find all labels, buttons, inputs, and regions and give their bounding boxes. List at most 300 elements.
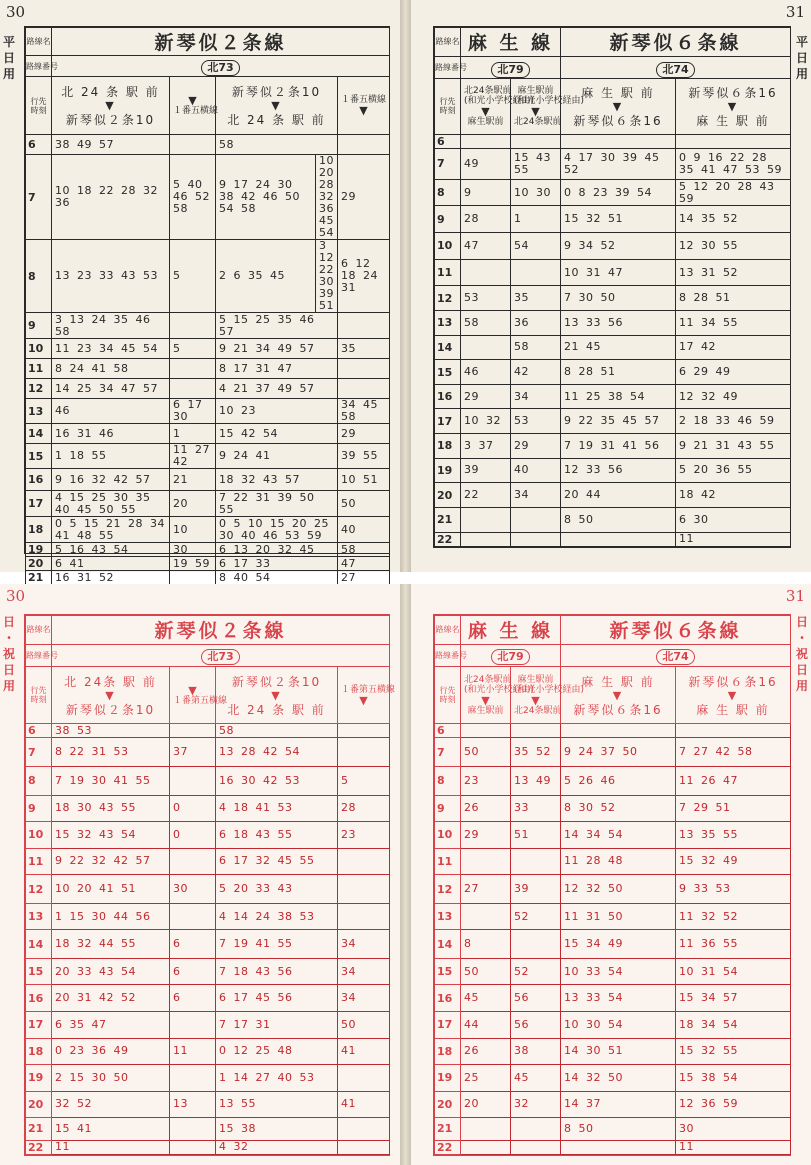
minutes-cell xyxy=(338,1140,390,1154)
table-row xyxy=(26,1038,390,1065)
minutes-cell: 20 44 xyxy=(561,483,676,508)
minutes-cell: 1 14 27 40 53 xyxy=(216,1065,338,1092)
hour-cell: 14 xyxy=(26,930,52,959)
hour-cell: 15 xyxy=(435,360,461,385)
minutes-cell: 18 32 43 57 xyxy=(216,469,338,491)
minutes-cell: 15 38 xyxy=(216,1118,338,1140)
minutes-cell: 5 xyxy=(170,240,216,313)
minutes-cell xyxy=(461,532,511,547)
minutes-cell: 16 30 42 53 xyxy=(216,767,338,796)
hour-cell: 20 xyxy=(26,557,52,571)
side-label-char: 日 xyxy=(795,663,808,677)
hour-cell: 20 xyxy=(26,1091,52,1118)
page-number: 31 xyxy=(785,587,805,605)
weekday-page-30 xyxy=(0,0,400,584)
direction-from: 北24条駅前 xyxy=(464,674,512,685)
minutes-cell: 11 32 52 xyxy=(676,903,791,930)
minutes-cell xyxy=(338,313,390,339)
direction-1 xyxy=(461,79,535,134)
hour-cell: 20 xyxy=(435,1091,461,1118)
minutes-cell: 11 xyxy=(170,1038,216,1065)
table-row xyxy=(435,134,791,148)
minutes-cell: 0 xyxy=(170,795,216,822)
dest-label: 行先 xyxy=(30,96,47,106)
hour-cell: 6 xyxy=(26,135,52,155)
minutes-cell: 11 26 47 xyxy=(676,767,791,796)
dest-hour-label xyxy=(26,667,52,724)
hour-cell: 19 xyxy=(26,543,52,557)
minutes-cell: 25 xyxy=(461,1065,511,1092)
direction-via: (和光小学校経由) xyxy=(514,684,585,695)
hour-cell: 8 xyxy=(26,240,52,313)
timetable-grid xyxy=(25,27,390,599)
table-row xyxy=(435,1118,791,1140)
route-badge-a: 北79 xyxy=(491,62,529,78)
hour-cell: 13 xyxy=(435,311,461,336)
minutes-cell: 35 xyxy=(338,339,390,359)
hour-cell: 12 xyxy=(435,286,461,311)
minutes-cell: 40 xyxy=(511,458,561,483)
minutes-cell: 39 xyxy=(461,458,511,483)
minutes-cell: 22 xyxy=(461,483,511,508)
minutes-cell xyxy=(461,134,511,148)
minutes-cell: 2 15 30 50 xyxy=(52,1065,170,1092)
minutes-cell: 58 xyxy=(216,724,338,738)
minutes-cell: 8 40 54 xyxy=(216,571,338,585)
route-title-b: 新琴似６条線 xyxy=(561,616,791,645)
route-number-label: 路線番号 xyxy=(435,56,461,79)
minutes-cell: 1 xyxy=(511,206,561,233)
minutes-cell: 10 51 xyxy=(338,469,390,491)
minutes-cell xyxy=(170,359,216,379)
minutes-cell xyxy=(170,767,216,796)
arrow-down-icon: ▼ xyxy=(727,99,739,113)
table-row xyxy=(435,179,791,206)
minutes-cell: 0 23 36 49 xyxy=(52,1038,170,1065)
minutes-cell: 0 8 23 39 54 xyxy=(561,179,676,206)
minutes-cell: 4 17 30 39 45 52 xyxy=(561,149,676,180)
hour-cell: 8 xyxy=(435,767,461,796)
minutes-cell: 6 17 30 xyxy=(170,399,216,424)
minutes-cell: 15 38 54 xyxy=(676,1065,791,1092)
minutes-cell: 5 16 43 54 xyxy=(52,543,170,557)
hour-cell: 11 xyxy=(435,259,461,286)
hour-cell: 12 xyxy=(26,875,52,904)
minutes-cell: 45 xyxy=(461,985,511,1012)
hour-cell: 11 xyxy=(26,359,52,379)
minutes-cell xyxy=(676,134,791,148)
direction-4 xyxy=(676,79,791,134)
minutes-cell: 8 28 51 xyxy=(561,360,676,385)
route-number-label: 路線番号 xyxy=(26,644,52,666)
hour-cell: 7 xyxy=(435,149,461,180)
minutes-cell: 11 25 38 54 xyxy=(561,384,676,409)
minutes-cell: 7 22 31 39 50 55 xyxy=(216,491,338,517)
hour-cell: 18 xyxy=(435,434,461,459)
hour-cell: 6 xyxy=(435,134,461,148)
table-row xyxy=(435,507,791,532)
hour-cell: 17 xyxy=(435,1011,461,1038)
table-row xyxy=(26,571,390,585)
minutes-cell xyxy=(511,848,561,875)
minutes-cell: 7 19 31 41 56 xyxy=(561,434,676,459)
route-title-a: 麻 生 線 xyxy=(461,28,561,57)
table-row xyxy=(435,903,791,930)
table-row xyxy=(435,384,791,409)
minutes-cell xyxy=(461,335,511,360)
table-row xyxy=(26,903,390,930)
minutes-cell: 10 30 xyxy=(511,179,561,206)
hour-cell: 21 xyxy=(435,507,461,532)
minutes-cell: 7 27 42 58 xyxy=(676,738,791,767)
minutes-cell: 9 24 41 xyxy=(216,444,338,469)
minutes-cell: 15 43 55 xyxy=(511,149,561,180)
minutes-cell: 3 12 22 30 39 51 xyxy=(316,240,338,313)
side-label-char: 日 xyxy=(2,663,15,677)
minutes-cell: 5 40 46 52 58 xyxy=(170,155,216,240)
direction-to: 北 24 条 駅 前 xyxy=(227,113,326,127)
table-row xyxy=(435,206,791,233)
direction-4 xyxy=(338,667,396,724)
hour-cell: 16 xyxy=(26,985,52,1012)
minutes-cell: 52 xyxy=(511,903,561,930)
direction-3 xyxy=(561,79,676,134)
minutes-cell: 23 xyxy=(461,767,511,796)
minutes-cell: 10 31 47 xyxy=(561,259,676,286)
minutes-cell: 29 xyxy=(511,434,561,459)
minutes-cell: 11 23 34 45 54 xyxy=(52,339,170,359)
table-row xyxy=(26,359,390,379)
side-label-char: 用 xyxy=(2,679,15,693)
minutes-cell: 4 14 24 38 53 xyxy=(216,903,338,930)
direction-to: 麻生駅前 xyxy=(467,705,504,716)
minutes-cell: 14 37 xyxy=(561,1091,676,1118)
minutes-cell: 2 18 33 46 59 xyxy=(676,409,791,434)
minutes-cell: 7 18 43 56 xyxy=(216,958,338,985)
side-label-char: 用 xyxy=(795,67,808,81)
route-title-b: 新琴似６条線 xyxy=(561,28,791,57)
hour-label: 時刻 xyxy=(30,105,47,115)
hour-cell: 6 xyxy=(26,724,52,738)
minutes-cell xyxy=(338,1065,390,1092)
minutes-cell: 28 xyxy=(338,795,390,822)
minutes-cell: 2 6 35 45 xyxy=(216,240,316,313)
minutes-cell: 12 36 59 xyxy=(676,1091,791,1118)
minutes-cell: 13 55 xyxy=(216,1091,338,1118)
direction-3 xyxy=(216,667,338,724)
table-row xyxy=(435,335,791,360)
minutes-cell: 13 xyxy=(170,1091,216,1118)
minutes-cell: 20 xyxy=(170,491,216,517)
minutes-cell xyxy=(461,848,511,875)
minutes-cell: 15 41 xyxy=(52,1118,170,1140)
minutes-cell xyxy=(170,1118,216,1140)
hour-cell: 9 xyxy=(435,206,461,233)
table-row xyxy=(26,135,390,155)
minutes-cell: 13 23 33 43 53 xyxy=(52,240,170,313)
table-row xyxy=(26,339,390,359)
minutes-cell xyxy=(170,379,216,399)
minutes-cell: 4 18 41 53 xyxy=(216,795,338,822)
minutes-cell: 10 18 22 28 32 36 xyxy=(52,155,170,240)
holiday-page-31 xyxy=(411,584,811,1165)
direction-to: 新琴似２条10 xyxy=(65,702,156,717)
hour-cell: 15 xyxy=(26,958,52,985)
hour-cell: 8 xyxy=(26,767,52,796)
hour-cell: 17 xyxy=(26,491,52,517)
minutes-cell xyxy=(511,507,561,532)
minutes-cell: 6 xyxy=(170,958,216,985)
minutes-cell: 11 36 55 xyxy=(676,930,791,959)
direction-from: １番第五横線 xyxy=(341,684,396,695)
direction-from: 新琴似６条16 xyxy=(688,674,778,689)
table-row xyxy=(26,1065,390,1092)
direction-to: １番第五横線 xyxy=(173,695,228,706)
minutes-cell xyxy=(676,724,791,738)
hour-cell: 21 xyxy=(26,571,52,585)
hour-cell: 16 xyxy=(26,469,52,491)
hour-cell: 9 xyxy=(26,795,52,822)
table-row xyxy=(435,767,791,796)
minutes-cell xyxy=(561,724,676,738)
direction-1 xyxy=(461,667,535,724)
minutes-cell: 26 xyxy=(461,1038,511,1065)
route-name-label: 路線名 xyxy=(435,616,461,645)
page-number: 30 xyxy=(6,3,26,21)
minutes-cell: 9 24 37 50 xyxy=(561,738,676,767)
minutes-cell: 30 xyxy=(170,543,216,557)
route-badge-cell xyxy=(52,644,390,666)
minutes-cell: 8 22 31 53 xyxy=(52,738,170,767)
minutes-cell xyxy=(338,724,390,738)
hour-label: 時刻 xyxy=(439,695,456,705)
minutes-cell xyxy=(338,875,390,904)
minutes-cell: 10 xyxy=(170,517,216,543)
minutes-cell xyxy=(170,571,216,585)
minutes-cell xyxy=(511,259,561,286)
minutes-cell xyxy=(461,903,511,930)
table-row xyxy=(435,286,791,311)
hour-cell: 14 xyxy=(435,335,461,360)
dest-hour-label xyxy=(435,79,461,134)
minutes-cell: 18 30 43 55 xyxy=(52,795,170,822)
minutes-cell xyxy=(561,134,676,148)
minutes-cell: 6 18 43 55 xyxy=(216,822,338,849)
direction-from: 麻生駅前 xyxy=(517,674,554,685)
minutes-cell: 21 xyxy=(170,469,216,491)
minutes-cell xyxy=(511,930,561,959)
minutes-cell: 8 50 xyxy=(561,1118,676,1140)
arrow-down-icon: ▼ xyxy=(612,99,624,113)
weekday-page-31 xyxy=(411,0,811,572)
hour-cell: 9 xyxy=(26,313,52,339)
arrow-down-icon: ▼ xyxy=(359,693,368,707)
table-row xyxy=(26,469,390,491)
minutes-cell: 29 xyxy=(461,384,511,409)
table-row xyxy=(26,738,390,767)
route-badge-cell-b xyxy=(561,644,791,666)
side-label xyxy=(2,34,16,82)
hour-cell: 22 xyxy=(435,1140,461,1154)
minutes-cell: 32 xyxy=(511,1091,561,1118)
minutes-cell: 50 xyxy=(461,958,511,985)
table-row xyxy=(435,532,791,547)
hour-cell: 13 xyxy=(26,903,52,930)
minutes-cell xyxy=(338,903,390,930)
side-label-char: 日 xyxy=(795,615,808,629)
minutes-cell: 5 xyxy=(170,339,216,359)
table-row xyxy=(26,875,390,904)
hour-cell: 21 xyxy=(26,1118,52,1140)
minutes-cell: 40 xyxy=(338,517,390,543)
minutes-cell: 6 17 33 xyxy=(216,557,338,571)
table-row xyxy=(26,557,390,571)
minutes-cell: 8 30 52 xyxy=(561,795,676,822)
minutes-cell: 58 xyxy=(461,311,511,336)
table-row xyxy=(435,958,791,985)
hour-cell: 11 xyxy=(435,848,461,875)
minutes-cell: 15 32 51 xyxy=(561,206,676,233)
minutes-cell: 58 xyxy=(511,335,561,360)
minutes-cell: 3 37 xyxy=(461,434,511,459)
minutes-cell: 7 19 30 41 55 xyxy=(52,767,170,796)
table-row xyxy=(435,848,791,875)
arrow-down-icon: ▼ xyxy=(188,683,197,697)
minutes-cell: 15 42 54 xyxy=(216,424,338,444)
table-row xyxy=(435,738,791,767)
minutes-cell: 6 29 49 xyxy=(676,360,791,385)
minutes-cell: 0 9 16 22 28 35 41 47 53 59 xyxy=(676,149,791,180)
minutes-cell xyxy=(561,1140,676,1154)
arrow-down-icon: ▼ xyxy=(531,693,540,707)
table-row xyxy=(435,724,791,738)
direction-from: 北 24 条 駅 前 xyxy=(61,85,160,99)
table-row xyxy=(435,795,791,822)
side-label-char: 日 xyxy=(795,51,808,65)
hour-cell: 12 xyxy=(26,379,52,399)
table-row xyxy=(435,1065,791,1092)
minutes-cell: 23 xyxy=(338,822,390,849)
minutes-cell: 10 23 xyxy=(216,399,338,424)
hour-cell: 10 xyxy=(26,822,52,849)
table-row xyxy=(435,409,791,434)
side-label-char: 用 xyxy=(795,679,808,693)
hour-cell: 15 xyxy=(26,444,52,469)
minutes-cell: 41 xyxy=(338,1038,390,1065)
minutes-cell xyxy=(511,532,561,547)
minutes-cell: 56 xyxy=(511,1011,561,1038)
minutes-cell: 9 21 34 49 57 xyxy=(216,339,338,359)
minutes-cell: 6 41 xyxy=(52,557,170,571)
hour-cell: 19 xyxy=(435,1065,461,1092)
minutes-cell: 10 20 28 32 36 45 54 xyxy=(316,155,338,240)
route-number-label: 路線番号 xyxy=(26,56,52,77)
side-label xyxy=(795,614,809,694)
direction-3 xyxy=(216,77,338,135)
table-row xyxy=(26,240,390,313)
minutes-cell: 21 45 xyxy=(561,335,676,360)
arrow-down-icon: ▼ xyxy=(359,104,368,117)
hour-cell: 22 xyxy=(26,1140,52,1154)
timetable-grid xyxy=(434,615,791,1155)
minutes-cell xyxy=(561,532,676,547)
minutes-cell: 36 xyxy=(511,311,561,336)
minutes-cell xyxy=(338,1118,390,1140)
timetable xyxy=(24,614,396,1156)
minutes-cell: 13 33 56 xyxy=(561,311,676,336)
table-row xyxy=(26,491,390,517)
minutes-cell: 0 12 25 48 xyxy=(216,1038,338,1065)
page-number: 30 xyxy=(6,587,26,605)
minutes-cell: 14 34 54 xyxy=(561,822,676,849)
table-row xyxy=(26,1140,390,1154)
minutes-cell: 17 42 xyxy=(676,335,791,360)
direction-via: (和光小学校経由) xyxy=(464,684,535,695)
arrow-down-icon: ▼ xyxy=(271,688,282,702)
minutes-cell: 7 19 41 55 xyxy=(216,930,338,959)
hour-cell: 12 xyxy=(435,875,461,904)
minutes-cell xyxy=(511,134,561,148)
minutes-cell: 15 34 49 xyxy=(561,930,676,959)
route-badge: 北73 xyxy=(201,649,239,665)
direction-2 xyxy=(170,77,219,135)
minutes-cell: 12 33 56 xyxy=(561,458,676,483)
minutes-cell xyxy=(461,507,511,532)
minutes-cell: 5 20 33 43 xyxy=(216,875,338,904)
minutes-cell: 11 xyxy=(52,1140,170,1154)
hour-cell: 7 xyxy=(26,155,52,240)
minutes-cell: 39 55 xyxy=(338,444,390,469)
minutes-cell: 10 20 41 51 xyxy=(52,875,170,904)
minutes-cell: 50 xyxy=(338,491,390,517)
route-badge: 北73 xyxy=(201,60,239,76)
minutes-cell: 50 xyxy=(461,738,511,767)
minutes-cell: 8 24 41 58 xyxy=(52,359,170,379)
minutes-cell: 12 32 50 xyxy=(561,875,676,904)
minutes-cell: 11 31 50 xyxy=(561,903,676,930)
holiday-page-30 xyxy=(0,584,400,1165)
minutes-cell: 14 35 52 xyxy=(676,206,791,233)
arrow-down-icon: ▼ xyxy=(612,688,624,702)
minutes-cell: 34 xyxy=(338,985,390,1012)
minutes-cell: 56 xyxy=(511,985,561,1012)
side-label-char: ・ xyxy=(795,631,808,645)
arrow-down-icon: ▼ xyxy=(271,99,282,112)
table-row xyxy=(26,543,390,557)
minutes-cell: 12 32 49 xyxy=(676,384,791,409)
minutes-cell: 11 xyxy=(676,1140,791,1154)
direction-to: 新琴似６条16 xyxy=(573,113,663,128)
hour-cell: 18 xyxy=(26,1038,52,1065)
hour-cell: 20 xyxy=(435,483,461,508)
minutes-cell: 37 xyxy=(170,738,216,767)
minutes-cell: 34 xyxy=(511,384,561,409)
minutes-cell: 42 xyxy=(511,360,561,385)
route-badge-cell-a xyxy=(461,644,561,666)
hour-cell: 7 xyxy=(435,738,461,767)
minutes-cell: 46 xyxy=(461,360,511,385)
minutes-cell: 11 xyxy=(676,532,791,547)
minutes-cell xyxy=(461,1118,511,1140)
hour-cell: 21 xyxy=(435,1118,461,1140)
direction-1 xyxy=(52,667,170,724)
dest-hour-label xyxy=(26,77,52,135)
table-row xyxy=(26,767,390,796)
arrow-down-icon: ▼ xyxy=(105,688,116,702)
table-row xyxy=(435,483,791,508)
minutes-cell xyxy=(170,1011,216,1038)
route-name-label: 路線名 xyxy=(435,28,461,57)
